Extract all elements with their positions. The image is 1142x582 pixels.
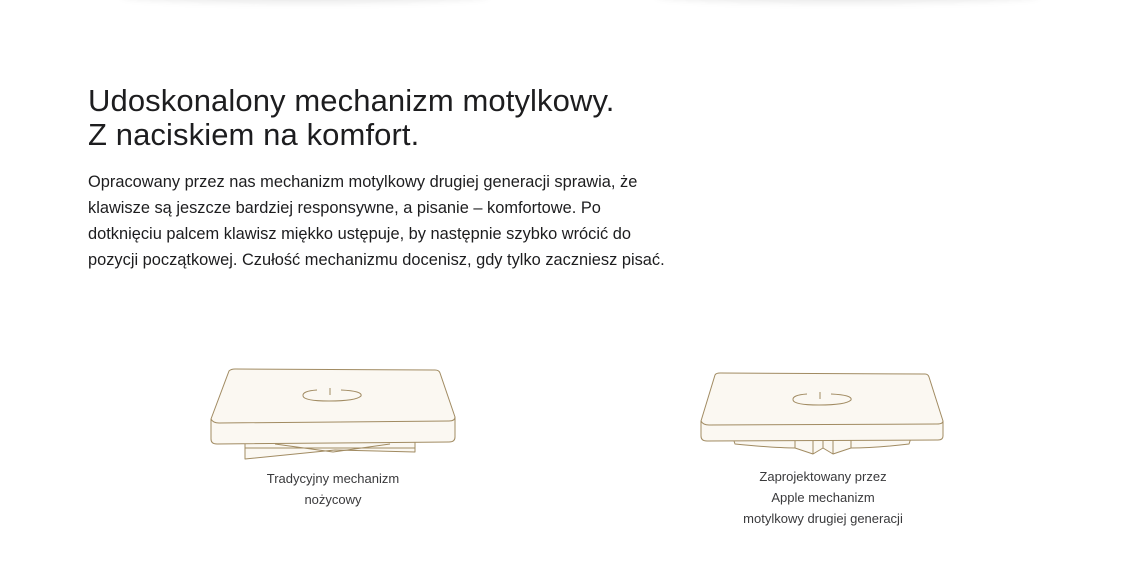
headline-line-2: Z naciskiem na komfort. bbox=[88, 117, 420, 152]
headline-line-1: Udoskonalony mechanizm motylkowy. bbox=[88, 83, 615, 118]
section-headline bbox=[88, 84, 708, 152]
butterfly-mechanism-figure bbox=[695, 366, 951, 529]
butterfly-caption: Zaprojektowany przez Apple mechanizm motylkowy drugiej generacji bbox=[743, 469, 903, 526]
scissor-mechanism-figure bbox=[205, 362, 461, 510]
section-body-copy: Opracowany przez nas mechanizm motylkowy drugiej generacji sprawia, że klawisze są jeszcze bardziej responsywne, a pisanie – komfortowe. Po dotknięciu palcem klawisz miękko ustępuje, by następnie szybko wrócić do pozycji początkowej. Czułość mechanizmu docenisz, gdy tylko zaczniesz pisać. bbox=[88, 173, 665, 269]
scissor-caption: Tradycyjny mechanizm nożycowy bbox=[266, 471, 400, 507]
scissor-keycap-icon bbox=[205, 362, 461, 462]
butterfly-keycap-icon bbox=[695, 366, 951, 462]
